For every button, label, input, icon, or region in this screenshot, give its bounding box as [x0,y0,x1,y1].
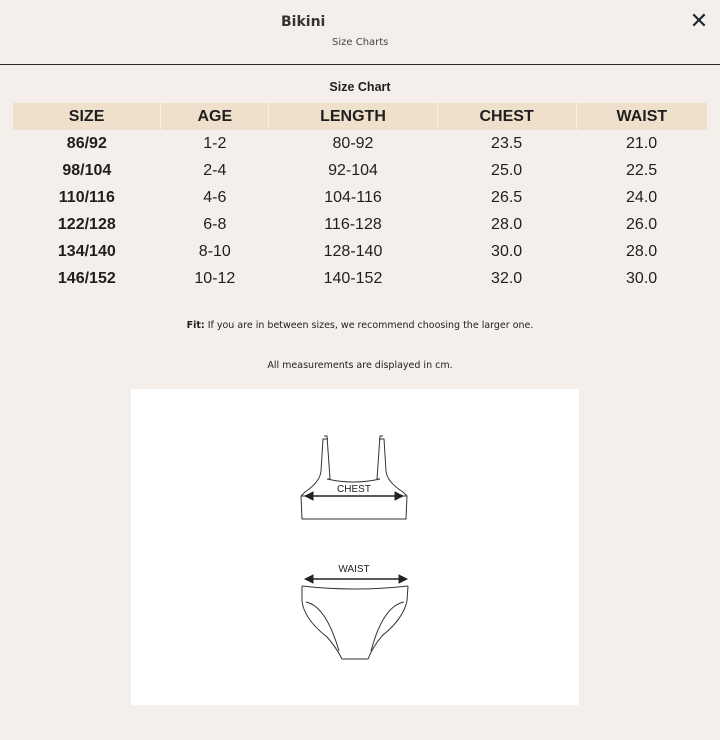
cell-length: 80-92 [332,134,374,152]
cell-length: 116-128 [324,215,382,233]
cell-age: 8-10 [198,242,231,260]
fit-note [0,320,720,331]
units-note: All measurements are displayed in cm. [267,360,453,371]
column-header-waist: WAIST [576,103,707,130]
fit-label: Fit: [186,320,205,331]
cell-waist: 24.0 [626,188,658,206]
cell-waist: 26.0 [626,215,658,233]
table-row [13,211,707,238]
bikini-illustration [131,389,579,705]
column-header-size: SIZE [13,103,161,130]
cell-length: 92-104 [328,161,378,179]
cell-age: 2-4 [203,161,227,179]
cell-size: 110/116 [58,188,115,206]
table-row [13,157,707,184]
cell-waist: 22.5 [626,161,658,179]
fit-text: If you are in between sizes, we recommend choosing the larger one. [204,320,534,331]
cell-size: 122/128 [57,215,116,233]
cell-age: 1-2 [203,134,227,152]
cell-length: 128-140 [323,242,383,260]
cell-length: 104-116 [324,188,382,206]
close-icon[interactable]: ✕ [689,9,709,34]
size-table [13,103,707,292]
cell-chest: 26.5 [491,188,523,206]
measurement-diagram [131,389,579,705]
table-header-row [13,103,707,130]
cell-size: 134/140 [57,242,116,260]
cell-size: 146/152 [57,269,116,287]
product-title: Bikini [281,14,326,30]
cell-chest: 25.0 [491,161,523,179]
column-header-age: AGE [161,103,269,130]
cell-length: 140-152 [323,269,383,287]
modal-subtitle: Size Charts [332,37,389,48]
cell-age: 10-12 [194,269,236,287]
cell-size: 98/104 [62,161,112,179]
cell-size: 86/92 [66,134,107,152]
cell-age: 4-6 [203,188,227,206]
cell-chest: 28.0 [491,215,523,233]
table-row [13,238,707,265]
cell-age: 6-8 [203,215,227,233]
table-row [13,184,707,211]
cell-chest: 30.0 [491,242,523,260]
cell-waist: 28.0 [626,242,658,260]
cell-chest: 32.0 [491,269,523,287]
cell-chest: 23.5 [491,134,523,152]
cell-waist: 30.0 [626,269,658,287]
table-row [13,265,707,292]
chest-label: CHEST [337,484,371,495]
waist-label: WAIST [338,564,370,575]
cell-waist: 21.0 [626,134,658,152]
column-header-chest: CHEST [437,103,576,130]
size-chart-heading: Size Chart [329,80,391,94]
modal-header [0,0,720,65]
bikini-bottom-icon [302,586,408,659]
column-header-length: LENGTH [269,103,437,130]
bikini-top-icon [301,436,407,519]
table-row [13,130,707,157]
